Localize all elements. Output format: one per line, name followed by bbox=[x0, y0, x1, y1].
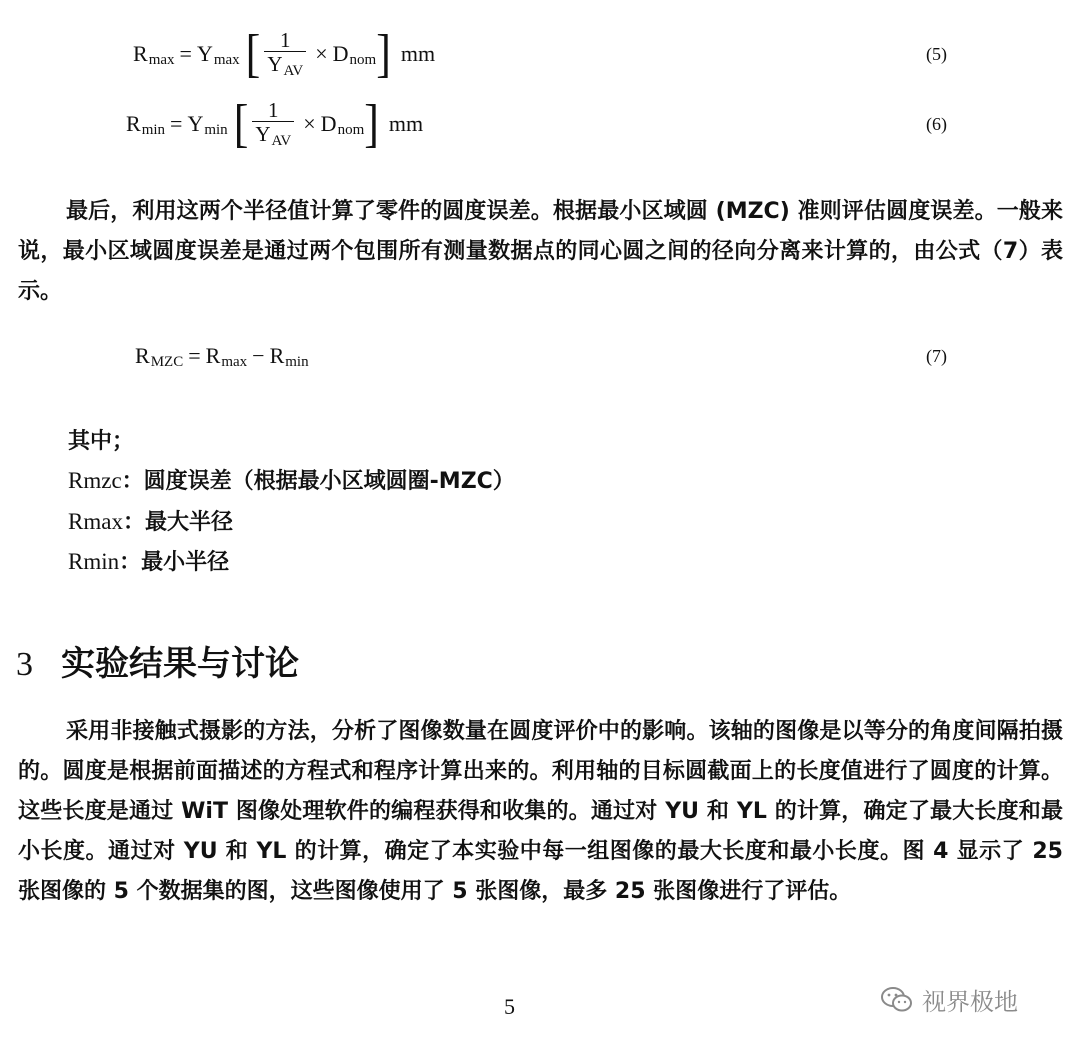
wechat-icon bbox=[880, 986, 914, 1014]
definition-rmin: Rmin：最小半径 bbox=[68, 549, 230, 575]
watermark: 视界极地 bbox=[880, 982, 1018, 1017]
definition-rmzc: Rmzc：圆度误差（根据最小区域圆圈-MZC） bbox=[68, 468, 515, 494]
where-label: 其中； bbox=[68, 429, 135, 454]
equation-7: R MZC = R max − R min (7) bbox=[135, 343, 947, 370]
definition-rmax: Rmax：最大半径 bbox=[68, 509, 233, 535]
paragraph-mzc: 最后，利用这两个半径值计算了零件的圆度误差。根据最小区域圆 (MZC) 准则评估圆度误差。一般来说，最小区域圆度误差是通过两个包围所有测量数据点的同心圆之间的径向分离来计算的，由公式（7）表示。 bbox=[18, 199, 1063, 304]
equation-5: R max = Y max [ $\frac{1}{\text{YAV}}$ × D nom ] mm (5) bbox=[133, 24, 947, 83]
equation-6: R min = Y min [ $\frac{1}{\text{YAV}}$ × D nom ] mm (6) bbox=[126, 94, 947, 153]
section-heading: 3 实验结果与讨论 bbox=[16, 644, 299, 684]
equation-number: (6) bbox=[926, 114, 947, 134]
equation-number: (7) bbox=[926, 346, 947, 366]
equation-number: (5) bbox=[926, 44, 947, 64]
page-number: 5 bbox=[504, 994, 515, 1019]
paragraph-results: 采用非接触式摄影的方法，分析了图像数量在圆度评价中的影响。该轴的图像是以等分的角度间隔拍摄的。圆度是根据前面描述的方程式和程序计算出来的。利用轴的目标圆截面上的长度值进行了圆度的计算。这些长度是通过 WiT 图像处理软件的编程获得和收集的。通过对 YU 和 YL 的计算，确定了最大长度和最小长度。通过对 YU 和 YL 的计算，确定了本实验中每一组图像的最大长度和最小长度。图 4 显示了 25 张图像的 5 个数据集的图，这些图像使用了 5 张图像，最多 25 张图像进行了评估。 bbox=[18, 719, 1063, 904]
fraction: $\frac{1}{\text{YAV}}$ bbox=[252, 99, 294, 149]
fraction: $\frac{1}{\text{YAV}}$ bbox=[264, 29, 306, 79]
